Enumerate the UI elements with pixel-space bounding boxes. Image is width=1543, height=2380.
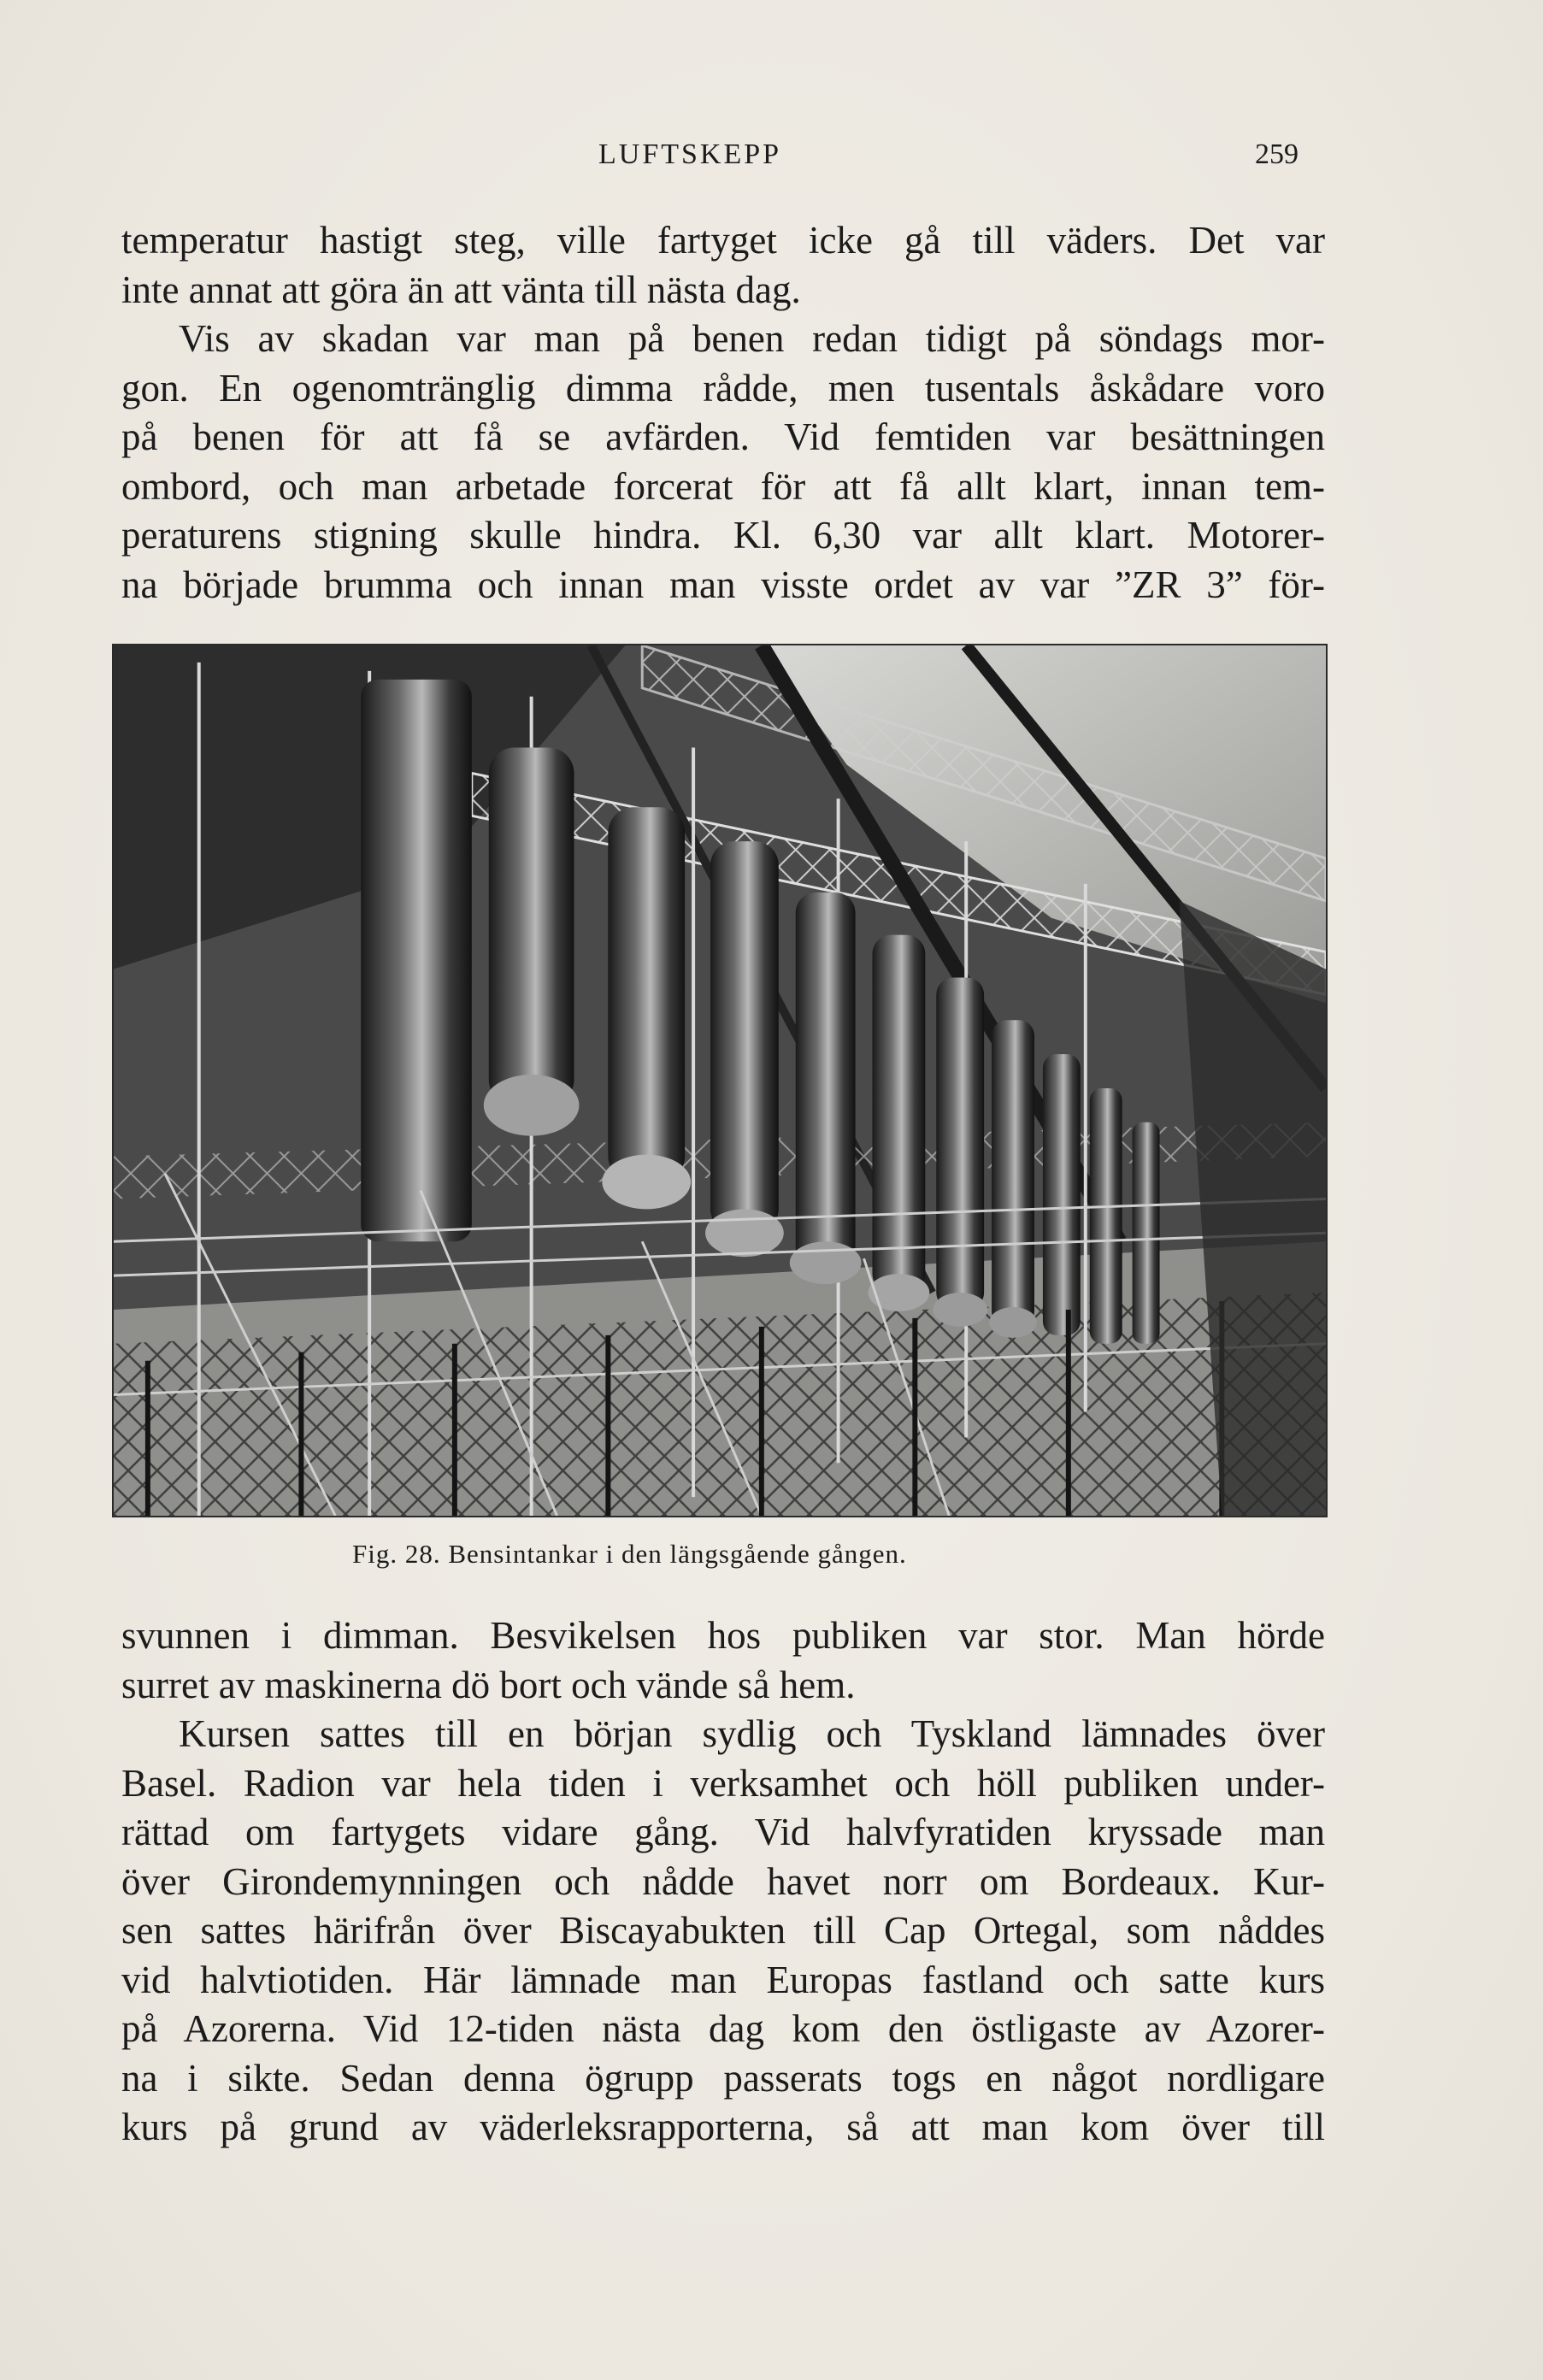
text-line: ombord, och man arbetade forcerat för att få allt klart, innan tem- [121, 464, 1325, 508]
paragraph-block-bottom [121, 1611, 1325, 2153]
text-line: na i sikte. Sedan denna ögrupp passerats togs en något nordligare [121, 2056, 1325, 2100]
text-line: vid halvtiotiden. Här lämnade man Europas fastland och satte kurs [121, 1958, 1325, 2001]
figure-photograph [112, 644, 1328, 1517]
text-line: na började brumma och innan man visste ordet av var ”ZR 3” för- [121, 563, 1325, 606]
text-line: temperatur hastigt steg, ville fartyget icke gå till väders. Det var [121, 219, 1325, 262]
text-line: Vis av skadan var man på benen redan tidigt på söndags mor- [179, 317, 1325, 360]
text-line: peraturens stigning skulle hindra. Kl. 6,30 var allt klart. Motorer- [121, 514, 1325, 557]
text-line: Kursen sattes till en början sydlig och Tyskland lämnades över [179, 1712, 1325, 1755]
text-line: på benen för att få se avfärden. Vid femtiden var besättningen [121, 415, 1325, 458]
text-line: över Girondemynningen och nådde havet norr om Bordeaux. Kur- [121, 1859, 1325, 1903]
figure-caption: Fig. 28. Bensintankar i den längsgående gången. [352, 1539, 907, 1569]
text-line: sen sattes härifrån över Biscayabukten till Cap Ortegal, som nåddes [121, 1909, 1325, 1952]
text-line: inte annat att göra än att vänta till nästa dag. [121, 268, 801, 311]
text-line: Basel. Radion var hela tiden i verksamhet och höll publiken under- [121, 1761, 1325, 1805]
paragraph-block-top [121, 216, 1325, 610]
text-line: kurs på grund av väderleksrapporterna, så att man kom över till [121, 2106, 1325, 2148]
page-number: 259 [1255, 138, 1299, 170]
text-line: gon. En ogenomtränglig dimma rådde, men tusentals åskådare voro [121, 366, 1325, 409]
photograph-fuel-tanks-icon [114, 645, 1326, 1516]
text-line: på Azorerna. Vid 12-tiden nästa dag kom den östligaste av Azorer- [121, 2007, 1325, 2050]
text-line: surret av maskinerna dö bort och vände så hem. [121, 1663, 856, 1706]
running-head: LUFTSKEPP [598, 138, 782, 170]
text-line: rättad om fartygets vidare gång. Vid halvfyratiden kryssade man [121, 1811, 1325, 1853]
text-line: svunnen i dimman. Besvikelsen hos publiken var stor. Man hörde [121, 1614, 1325, 1657]
